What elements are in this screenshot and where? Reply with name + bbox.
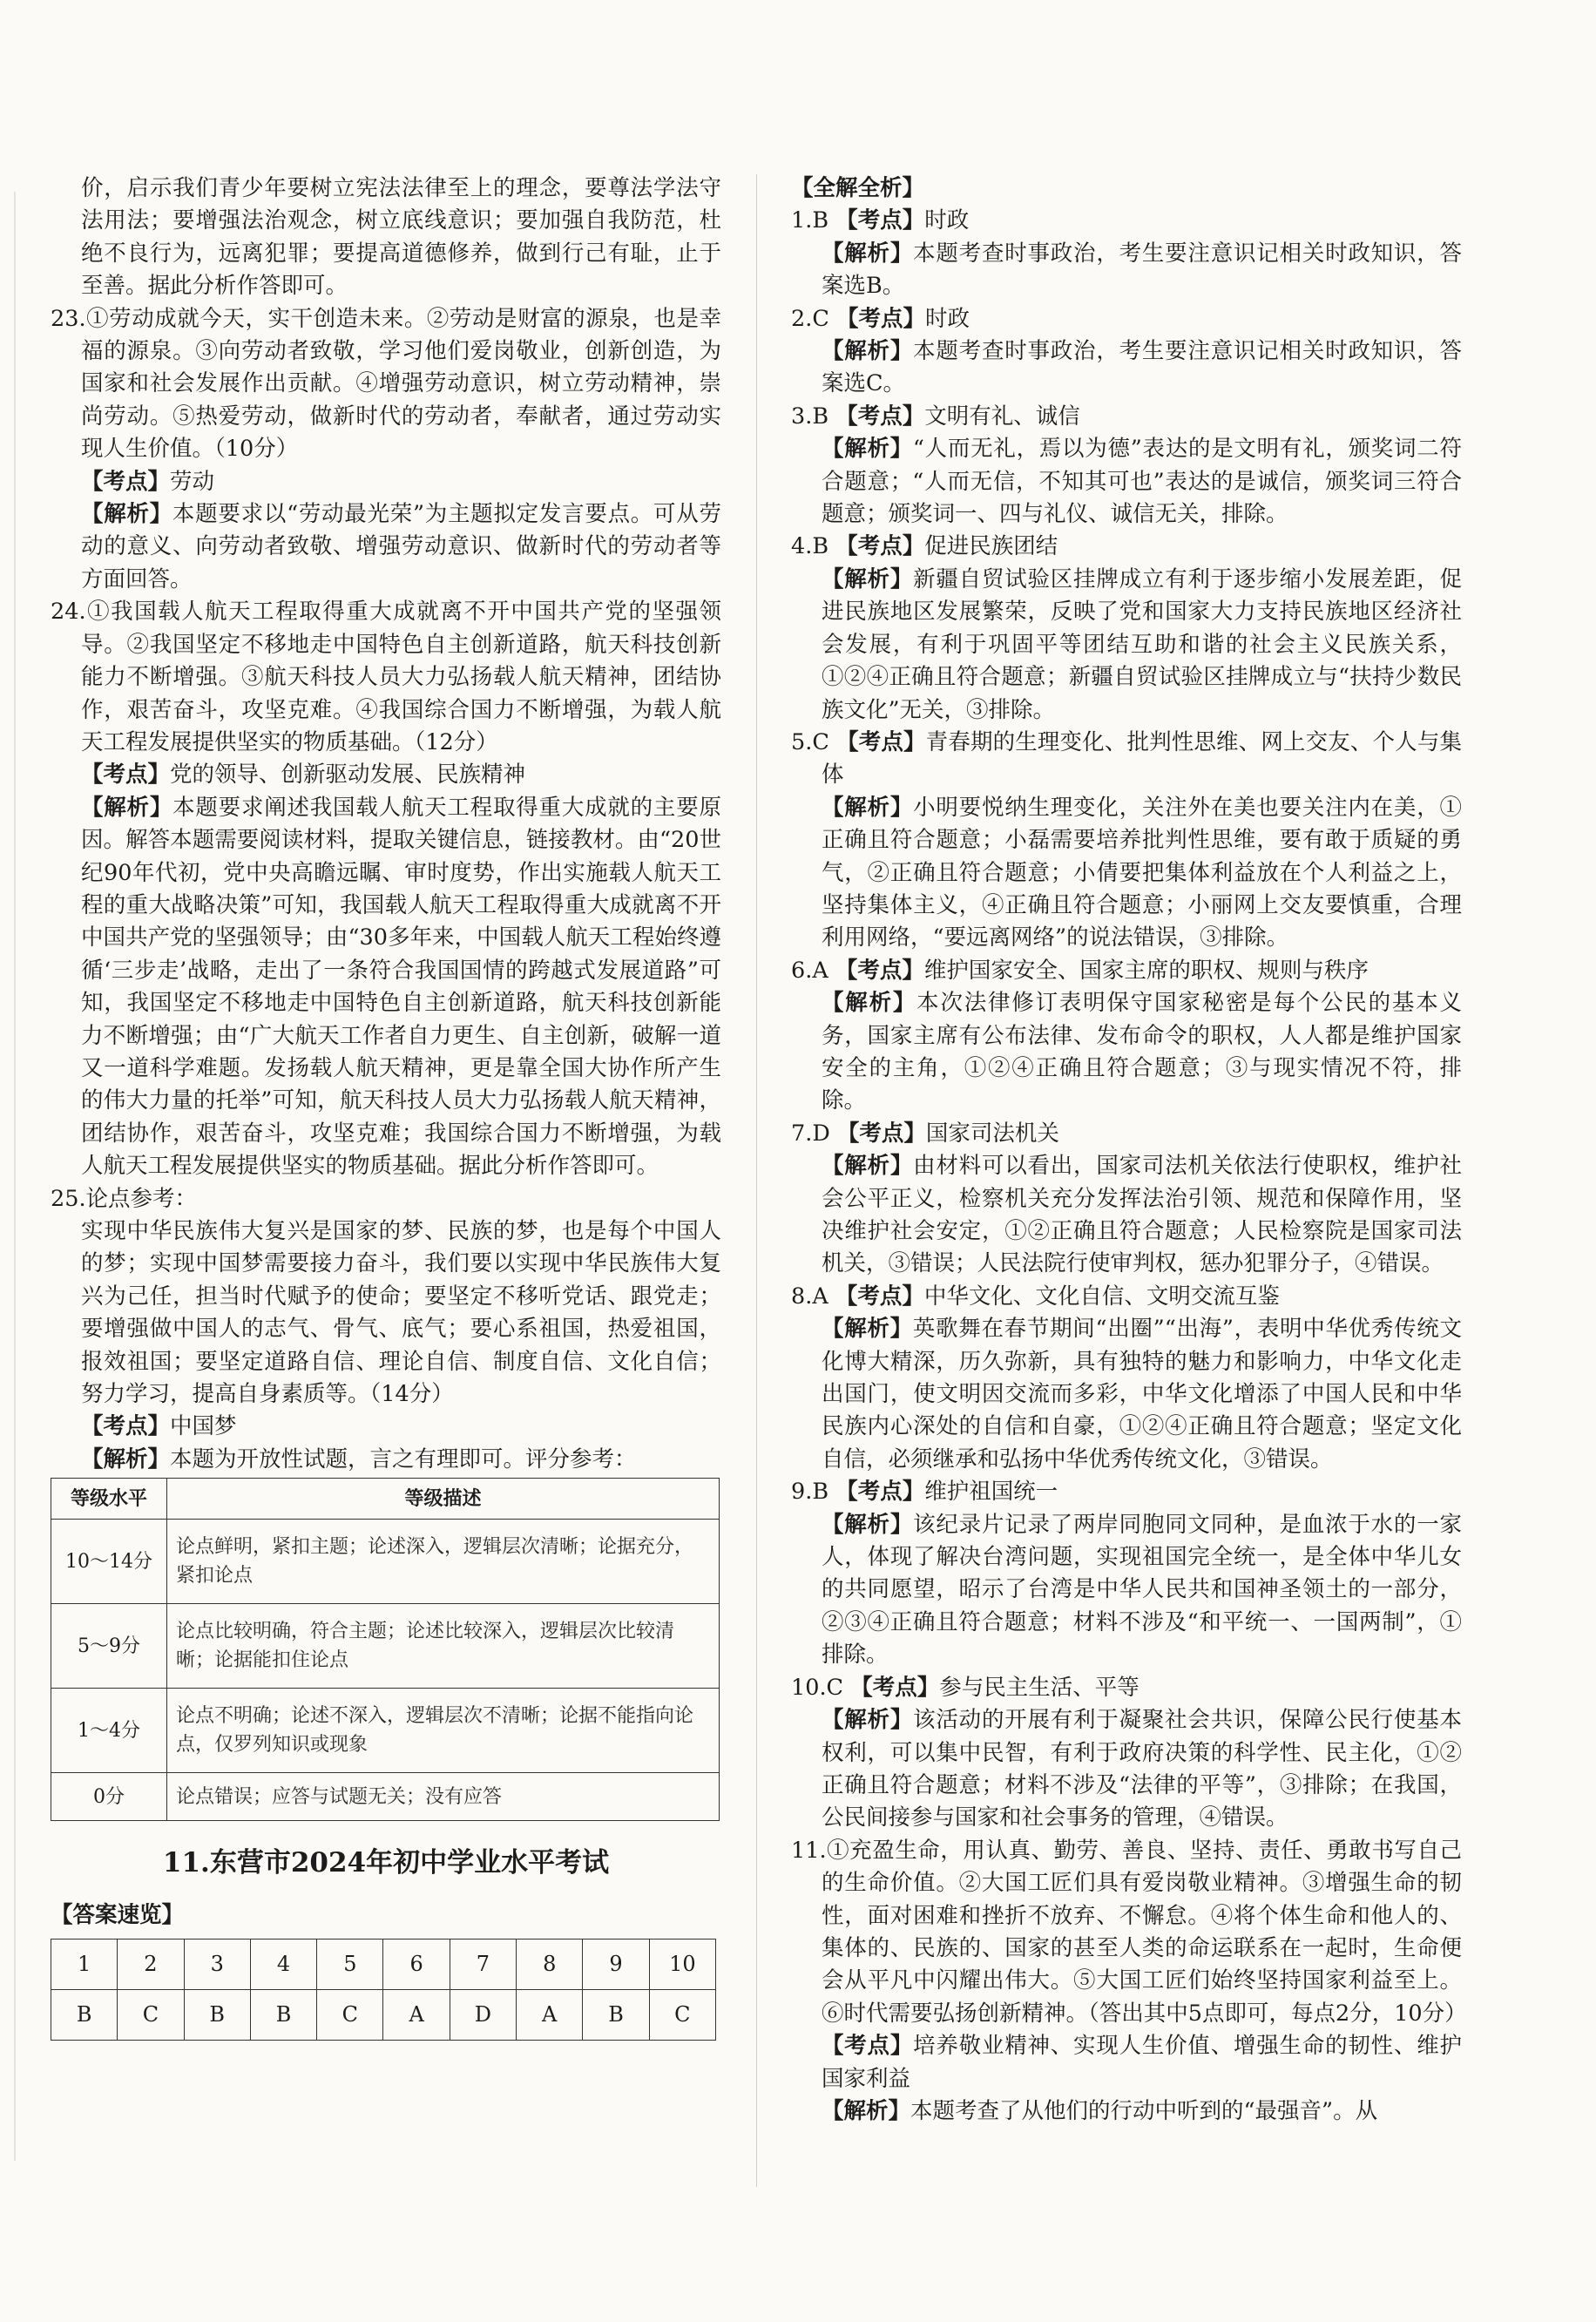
- jiexi-tag: 【解析】: [822, 1153, 914, 1180]
- grading-level: 0分: [51, 1773, 167, 1821]
- jiexi-tag: 【解析】: [822, 240, 914, 267]
- grading-level: 10～14分: [51, 1520, 167, 1604]
- grading-table: [51, 1478, 720, 1821]
- q25-answer: 实现中华民族伟大复兴是国家的梦、民族的梦，也是每个中国人的梦；实现中国梦需要接力奋斗，我们要以实现中华民族伟大复兴为己任，担当时代赋予的使命；要坚定不移听党话、跟党走；要增强做中国人的志气、骨气、底气；要心系祖国，热爱祖国，报效祖国；要坚定道路自信、理论自信、制度自信、文化自信；努力学习，提高自身素质等。（14分）: [81, 1218, 721, 1408]
- kaodian-text: 培养敬业精神、实现人生价值、增强生命的韧性、维护国家利益: [822, 2033, 1462, 2092]
- answer-number: 4: [250, 1940, 316, 1990]
- item-kaodian-line: [791, 401, 1462, 433]
- jiexi-text: 本题要求以“劳动最光荣”为主题拟定发言要点。可从劳动的意义、向劳动者致敬、增强劳动意识、做新时代的劳动者等方面回答。: [81, 501, 721, 592]
- answer-letter: B: [250, 1990, 316, 2041]
- grading-desc: 论点鲜明，紧扣主题；论述深入，逻辑层次清晰；论据充分，紧扣论点: [167, 1520, 720, 1604]
- grading-level: 1～4分: [51, 1689, 167, 1773]
- answer-number: 10: [649, 1940, 715, 1990]
- item-jiexi: [791, 335, 1462, 401]
- jiexi-text: 本题考查时事政治，考生要注意识记相关时政知识，答案选B。: [822, 240, 1462, 300]
- item-jiexi: [791, 1509, 1462, 1672]
- kaodian-tag: 【考点】: [835, 957, 924, 984]
- jiexi-text: “人而无礼，焉以为德”表达的是文明有礼，颁奖词二符合题意；“人而无信，不知其可也”表达的是诚信，颁奖词三符合题意；颁奖词一、四与礼仪、诚信无关，排除。: [822, 436, 1462, 528]
- item-number: 2.C: [791, 305, 829, 332]
- jiexi-text: 本题要求阐述我国载人航天工程取得重大成就的主要原因。解答本题需要阅读材料，提取关键信息，链接教材。由“20世纪90年代初，党中央高瞻远瞩、审时度势，作出实施载人航天工程的重大战略决策”可知，我国载人航天工程取得重大成就离不开中国共产党的坚强领导；由“30多年来，中国载人航天工程始终遵循‘三步走’战略，走出了一条符合我国国情的跨越式发展道路”可知，我国坚定不移地走中国特色自主创新道路，航天科技创新能力不断增强；由“广大航天工作者自力更生、自主创新，破解一道又一道科学难题。发扬载人航天精神，更是靠全国大协作所产生的伟大力量的托举”可知，航天科技人员大力弘扬载人航天精神，团结协作，艰苦奋斗，攻坚克难；我国综合国力不断增强，为载人航天工程发展提供坚实的物质基础。据此分析作答即可。: [81, 794, 721, 1180]
- answer-number: 9: [583, 1940, 649, 1990]
- jiexi-tag: 【解析】: [822, 1316, 913, 1343]
- kaodian-text: 青春期的生理变化、批判性思维、网上交友、个人与集体: [822, 728, 1462, 789]
- kaodian-tag: 【考点】: [835, 207, 925, 234]
- item-jiexi: [791, 1150, 1462, 1281]
- item-kaodian-line: [791, 955, 1462, 987]
- answer-number: 8: [517, 1940, 583, 1990]
- analysis-item-9: [791, 1476, 1462, 1671]
- jiexi-tag: 【解析】: [822, 1511, 914, 1538]
- item-number: 3.B: [791, 403, 829, 430]
- kaodian-tag: 【考点】: [836, 1120, 926, 1147]
- page-edge-mark: [14, 192, 16, 2161]
- item-kaodian-line: [791, 1672, 1462, 1704]
- analysis-item-10: [791, 1672, 1462, 1835]
- analysis-item-2: [791, 303, 1462, 401]
- item-kaodian-line: [791, 531, 1462, 563]
- jiexi-tag: 【解析】: [822, 565, 914, 592]
- item-kaodian-line: [791, 205, 1462, 237]
- kaodian-tag: 【考点】: [835, 403, 925, 430]
- item-kaodian-line: [791, 303, 1462, 335]
- jiexi-text: 英歌舞在春节期间“出圈”“出海”，表明中华优秀传统文化博大精深，历久弥新，具有独特的魅力和影响力，中华文化走出国门，使文明因交流而多彩，中华文化增添了中国人民和中华民族内心深处的自信和自豪，①②④正确且符合题意；坚定文化自信，必须继承和弘扬中华优秀传统文化，③错误。: [822, 1316, 1462, 1472]
- kaodian-text: 国家司法机关: [925, 1120, 1059, 1147]
- kaodian-text: 中国梦: [170, 1413, 237, 1440]
- kaodian-text: 劳动: [170, 468, 215, 495]
- grading-row: [51, 1604, 720, 1689]
- item-jiexi: [791, 987, 1462, 1118]
- jiexi-tag: 【解析】: [822, 794, 914, 821]
- q25-jiexi: [51, 1444, 721, 1476]
- kaodian-text: 维护祖国统一: [924, 1479, 1058, 1506]
- kaodian-tag: 【考点】: [81, 1413, 171, 1440]
- jiexi-text: 本题为开放性试题，言之有理即可。评分参考：: [170, 1445, 637, 1472]
- jiexi-tag: 【解析】: [81, 1445, 171, 1472]
- item-number: 8.A: [791, 1283, 828, 1310]
- answer-letter: B: [583, 1990, 649, 2041]
- q11-answer: 11.①充盈生命，用认真、勤劳、善良、坚持、责任、勇敢书写自己的生命价值。②大国工匠们具有爱岗敬业精神。③增强生命的韧性，面对困难和挫折不放弃、不懈怠。④将个体生命和他人的、集体的、民族的、国家的甚至人类的命运联系在一起时，生命便会从平凡中闪耀出伟大。⑤大国工匠们始终坚持国家利益至上。⑥时代需要弘扬创新精神。（答出其中5点即可，每点2分，10分）: [791, 1837, 1467, 2027]
- jiexi-text: 该活动的开展有利于凝聚社会共识，保障公民行使基本权利，可以集中民智，有利于政府决策的科学性、民主化，①②正确且符合题意；材料不涉及“法律的平等”，③排除；在我国，公民间接参与国家和社会事务的管理，④错误。: [822, 1707, 1462, 1831]
- analysis-item-8: [791, 1281, 1462, 1476]
- grading-header: 等级水平: [51, 1479, 167, 1520]
- item-kaodian-line: [791, 1476, 1462, 1508]
- item-number: 6.A: [791, 957, 828, 984]
- grading-row: [51, 1520, 720, 1604]
- answer-number: 3: [184, 1940, 250, 1990]
- kaodian-tag: 【考点】: [822, 2033, 914, 2060]
- q11-kaodian: [791, 2030, 1462, 2095]
- grading-row: [51, 1773, 720, 1821]
- grading-header-row: [51, 1479, 720, 1520]
- kaodian-tag: 【考点】: [835, 305, 925, 332]
- kaodian-tag: 【考点】: [835, 533, 925, 560]
- kaodian-text: 时政: [924, 207, 970, 234]
- jiexi-text: 该纪录片记录了两岸同胞同文同种，是血浓于水的一家人，体现了解决台湾问题，实现祖国完全统一，是全体中华儿女的共同愿望，昭示了台湾是中华人民共和国神圣领土的一部分，②③④正确且符合题意；材料不涉及“和平统一、一国两制”，①排除。: [822, 1511, 1462, 1669]
- answer-number: 5: [317, 1940, 383, 1990]
- jiexi-tag: 【解析】: [822, 2097, 911, 2124]
- q24-answer: 24.①我国载人航天工程取得重大成就离不开中国共产党的坚强领导。②我国坚定不移地走中国特色自主创新道路，航天科技创新能力不断增强。③航天科技人员大力弘扬载人航天精神，团结协作，艰苦奋斗，攻坚克难。④我国综合国力不断增强，为载人航天工程发展提供坚实的物质基础。（12分）: [51, 599, 721, 755]
- item-number: 1.B: [791, 207, 829, 234]
- q24-jiexi: [51, 792, 721, 1183]
- kaodian-tag: 【考点】: [835, 1479, 925, 1506]
- item-number: 5.C: [791, 728, 829, 755]
- item-jiexi: [791, 792, 1462, 955]
- q25-head: 25.论点参考：: [51, 1185, 198, 1212]
- kaodian-text: 促进民族团结: [924, 533, 1058, 560]
- item-kaodian-line: [791, 1281, 1462, 1313]
- jiexi-tag: 【解析】: [822, 338, 914, 365]
- jiexi-text: 小明要悦纳生理变化，关注外在美也要关注内在美，①正确且符合题意；小磊需要培养批判性思维，要有敢于质疑的勇气，②正确且符合题意；小倩要把集体利益放在个人利益之上，坚持集体主义，④正确且符合题意；小丽网上交友要慎重，合理利用网络，“要远离网络”的说法错误，③排除。: [822, 794, 1462, 951]
- kaodian-text: 文明有礼、诚信: [924, 403, 1080, 430]
- answer-letter: B: [51, 1990, 118, 2041]
- q23-jiexi: [51, 498, 721, 596]
- kaodian-text: 党的领导、创新驱动发展、民族精神: [170, 762, 526, 789]
- item-jiexi: [791, 564, 1462, 727]
- analysis-item-1: [791, 205, 1462, 302]
- kaodian-tag: 【考点】: [81, 762, 171, 789]
- jiexi-tag: 【解析】: [81, 501, 172, 528]
- item-kaodian-line: [791, 1118, 1462, 1150]
- kaodian-tag: 【考点】: [836, 728, 926, 755]
- item-number: 7.D: [791, 1120, 830, 1147]
- q22-tail-text: 价，启示我们青少年要树立宪法法律至上的理念，要尊法学法守法用法；要增强法治观念，树立底线意识；要加强自我防范，杜绝不良行为，远离犯罪；要提高道德修养，做到行己有耻，止于至善。据此分析作答即可。: [81, 175, 721, 300]
- answer-letter: D: [450, 1990, 516, 2041]
- q24-kaodian: [51, 759, 721, 791]
- q25-kaodian: [51, 1411, 721, 1443]
- kaodian-text: 时政: [924, 305, 970, 332]
- answer-number: 6: [383, 1940, 450, 1990]
- q23-answer: 23.①劳动成就今天，实干创造未来。②劳动是财富的源泉，也是幸福的源泉。③向劳动者致敬，学习他们爱岗敬业，创新创造，为国家和社会发展作出贡献。④增强劳动意识，树立劳动精神，崇尚劳动。⑤热爱劳动，做新时代的劳动者，奉献者，通过劳动实现人生价值。（10分）: [51, 305, 721, 463]
- answer-letter: A: [383, 1990, 450, 2041]
- analysis-item-7: [791, 1118, 1462, 1281]
- item-jiexi: [791, 1313, 1462, 1476]
- jiexi-text: 本题考查时事政治，考生要注意识记相关时政知识，答案选C。: [822, 338, 1462, 397]
- item-jiexi: [791, 433, 1462, 531]
- item-kaodian-line: [791, 727, 1462, 792]
- jiexi-text: 本次法律修订表明保守国家秘密是每个公民的基本义务，国家主席有公布法律、发布命令的职权，人人都是维护国家安全的主角，①②④正确且符合题意；③与现实情况不符，排除。: [822, 990, 1462, 1114]
- kaodian-text: 维护国家安全、国家主席的职权、规则与秩序: [923, 957, 1369, 984]
- answer-number-row: [51, 1940, 716, 1990]
- kaodian-text: 中华文化、文化自信、文明交流互鉴: [923, 1283, 1280, 1310]
- kaodian-tag: 【考点】: [81, 468, 171, 495]
- answer-table: [51, 1939, 716, 2041]
- item-number: 4.B: [791, 533, 829, 560]
- column-divider: [756, 174, 757, 2187]
- answer-letter: C: [649, 1990, 715, 2041]
- answer-overview-heading: 【答案速览】: [51, 1901, 185, 1928]
- jiexi-text: 由材料可以看出，国家司法机关依法行使职权，维护社会公平正义，检察机关充分发挥法治引领、规范和保障作用，坚决维护社会安定，①②正确且符合题意；人民检察院是国家司法机关，③错误；人民法院行使审判权，惩办犯罪分子，④错误。: [822, 1153, 1462, 1277]
- analysis-item-4: [791, 531, 1462, 726]
- jiexi-tag: 【解析】: [822, 990, 917, 1017]
- grading-row: [51, 1689, 720, 1773]
- grading-level: 5～9分: [51, 1604, 167, 1689]
- answer-letter-row: [51, 1990, 716, 2041]
- jiexi-tag: 【解析】: [81, 794, 173, 821]
- jiexi-text: 新疆自贸试验区挂牌成立有利于逐步缩小发展差距，促进民族地区发展繁荣，反映了党和国家大力支持民族地区经济社会发展，有利于巩固平等团结互助和谐的社会主义民族关系，①②④正确且符合题意；新疆自贸试验区挂牌成立与“扶持少数民族文化”无关，③排除。: [822, 565, 1462, 723]
- left-column: [51, 173, 721, 2041]
- analysis-item-5: [791, 727, 1462, 955]
- item-number: 10.C: [791, 1674, 844, 1701]
- section-title: 11.东营市2024年初中学业水平考试: [162, 1847, 610, 1879]
- answer-number: 7: [450, 1940, 516, 1990]
- answer-number: 1: [51, 1940, 118, 1990]
- grading-desc: 论点不明确；论述不深入，逻辑层次不清晰；论据不能指向论点，仅罗列知识或现象: [167, 1689, 720, 1773]
- answer-letter: A: [517, 1990, 583, 2041]
- item-jiexi: [791, 238, 1462, 303]
- item-jiexi: [791, 1704, 1462, 1835]
- item-number: 9.B: [791, 1479, 829, 1506]
- answer-letter: C: [118, 1990, 184, 2041]
- q11-jiexi: [791, 2095, 1462, 2128]
- analysis-item-6: [791, 955, 1462, 1118]
- answer-letter: B: [184, 1990, 250, 2041]
- grading-desc: 论点比较明确，符合主题；论述比较深入，逻辑层次比较清晰；论据能扣住论点: [167, 1604, 720, 1689]
- kaodian-text: 参与民主生活、平等: [939, 1674, 1140, 1701]
- grading-desc: 论点错误；应答与试题无关；没有应答: [167, 1773, 720, 1821]
- jiexi-text: 本题考查了从他们的行动中听到的“最强音”。从: [910, 2097, 1378, 2124]
- analysis-item-3: [791, 401, 1462, 531]
- right-column: [791, 173, 1467, 2128]
- jiexi-tag: 【解析】: [822, 436, 913, 463]
- kaodian-tag: 【考点】: [850, 1674, 940, 1701]
- jiexi-tag: 【解析】: [822, 1707, 914, 1734]
- full-analysis-heading: 【全解全析】: [791, 175, 925, 201]
- grading-header: 等级描述: [167, 1479, 720, 1520]
- kaodian-tag: 【考点】: [835, 1283, 924, 1310]
- answer-number: 2: [118, 1940, 184, 1990]
- q23-kaodian: [51, 466, 721, 498]
- answer-letter: C: [317, 1990, 383, 2041]
